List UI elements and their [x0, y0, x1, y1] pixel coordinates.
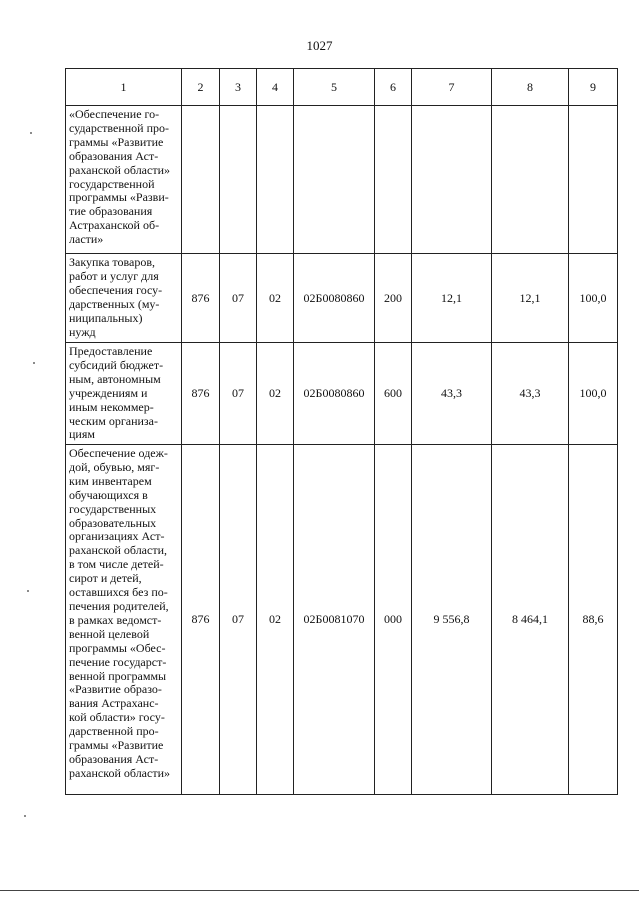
column-header: 2 [182, 69, 220, 106]
column-header: 4 [257, 69, 294, 106]
table-cell: 876 [182, 343, 220, 445]
scan-speck [24, 815, 26, 817]
table-cell: 02Б0080860 [294, 343, 375, 445]
table-cell: 8 464,1 [492, 445, 569, 795]
table-cell: 12,1 [412, 254, 492, 343]
scan-speck [27, 590, 29, 592]
table-cell: 876 [182, 254, 220, 343]
table-cell: 100,0 [569, 254, 618, 343]
table-cell [412, 106, 492, 254]
table-cell [257, 106, 294, 254]
table-row [66, 343, 618, 445]
table-cell: 02 [257, 343, 294, 445]
table-cell: 02 [257, 254, 294, 343]
table-cell: 43,3 [492, 343, 569, 445]
table-cell: 000 [375, 445, 412, 795]
table-cell: 200 [375, 254, 412, 343]
table-cell [569, 106, 618, 254]
column-header: 5 [294, 69, 375, 106]
budget-table [65, 68, 618, 795]
row-description: Закупка товаров, работ и услуг для обеспечения госу- дарственных (му- ниципальных) нужд [66, 254, 182, 343]
table-row [66, 445, 618, 795]
column-header: 3 [220, 69, 257, 106]
table-cell: 43,3 [412, 343, 492, 445]
table-cell [375, 106, 412, 254]
page-bottom-edge [0, 890, 639, 891]
row-description: Обеспечение одеж- дой, обувью, мяг- ким инвентарем обучающихся в государственных образовательных организациях Аст- раханской области, в том числе детей- сирот и детей, оставшихся без по- печения родителей, в рамках ведомст- венной целевой программы «Обес- печение государст- венной программы «Развитие образо- вания Астраханс- кой области» госу- дарственной про- граммы «Развитие образования Аст- раханской области» [66, 445, 182, 795]
table-cell: 876 [182, 445, 220, 795]
table-cell: 88,6 [569, 445, 618, 795]
table-cell: 9 556,8 [412, 445, 492, 795]
table-cell: 07 [220, 254, 257, 343]
table-row [66, 254, 618, 343]
row-description: «Обеспечение го- сударственной про- граммы «Развитие образования Аст- раханской области» государственной программы «Разви- тие образования Астраханской об- ласти» [66, 106, 182, 254]
row-description: Предоставление субсидий бюджет- ным, автономным учреждениям и иным некоммер- ческим организа- циям [66, 343, 182, 445]
table-cell: 07 [220, 343, 257, 445]
table-cell [182, 106, 220, 254]
column-header: 9 [569, 69, 618, 106]
table-cell [220, 106, 257, 254]
scan-speck [30, 132, 32, 134]
column-header: 8 [492, 69, 569, 106]
table-cell: 02Б0081070 [294, 445, 375, 795]
column-header: 6 [375, 69, 412, 106]
table-row [66, 106, 618, 254]
page-number: 1027 [306, 38, 333, 53]
table-cell: 100,0 [569, 343, 618, 445]
table-cell: 02Б0080860 [294, 254, 375, 343]
table-header-row [66, 69, 618, 106]
column-header: 1 [66, 69, 182, 106]
table-cell: 07 [220, 445, 257, 795]
table-cell [492, 106, 569, 254]
scan-speck [33, 362, 35, 364]
table-cell: 12,1 [492, 254, 569, 343]
table-cell [294, 106, 375, 254]
column-header: 7 [412, 69, 492, 106]
table-cell: 02 [257, 445, 294, 795]
table-cell: 600 [375, 343, 412, 445]
